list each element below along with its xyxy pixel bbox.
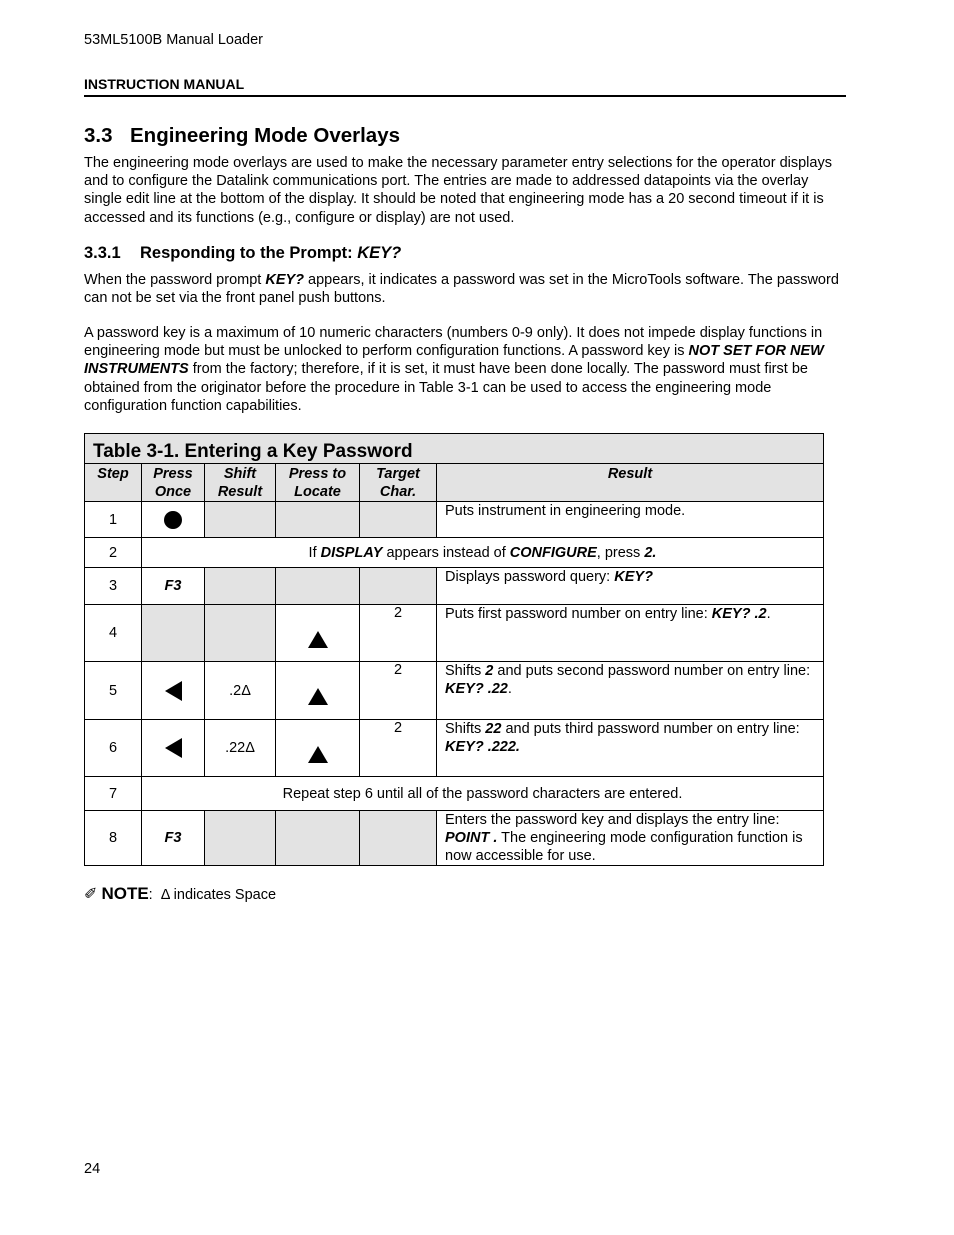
press-to-locate-cell xyxy=(276,502,360,538)
step-cell: 1 xyxy=(85,502,142,538)
section-title: Engineering Mode Overlays xyxy=(130,124,400,147)
filled-circle-icon xyxy=(164,511,182,529)
press-once-cell: F3 xyxy=(142,811,205,866)
password-key-paragraph xyxy=(84,324,844,415)
press-to-locate-cell xyxy=(276,568,360,605)
note xyxy=(84,884,276,904)
step-cell: 3 xyxy=(85,568,142,605)
header-shift-result: Shift Result xyxy=(205,464,276,502)
up-arrow-icon xyxy=(308,631,328,648)
press-once-cell: F3 xyxy=(142,568,205,605)
step-cell: 7 xyxy=(85,777,142,811)
header-target-char: Target Char. xyxy=(360,464,437,502)
table-row xyxy=(85,777,824,811)
press-once-cell xyxy=(142,502,205,538)
press-once-cell xyxy=(142,605,205,662)
table-row xyxy=(85,538,824,568)
target-char-cell: 2 xyxy=(360,662,437,720)
result-cell: Enters the password key and displays the entry line: POINT . The engineering mode configuration function is now accessible for use. xyxy=(437,811,824,866)
header-divider xyxy=(84,95,846,97)
shift-result-cell xyxy=(205,811,276,866)
step-cell: 2 xyxy=(85,538,142,568)
note-text: Δ indicates Space xyxy=(160,887,277,903)
up-arrow-icon xyxy=(308,746,328,763)
subsection-number: 3.3.1 xyxy=(84,244,121,262)
page-number: 24 xyxy=(84,1161,101,1177)
document-title: 53ML5100B Manual Loader xyxy=(84,32,263,48)
p2-text-b: from the factory; therefore, if it is set, it must have been done locally. The password must first be obtained from the originator before the procedure in Table 3-1 can be used to access the engineering mode configuration function capabilities. xyxy=(84,361,808,414)
header-step: Step xyxy=(85,464,142,502)
shift-result-cell xyxy=(205,605,276,662)
step-cell: 4 xyxy=(85,605,142,662)
press-once-cell xyxy=(142,720,205,777)
table-row xyxy=(85,605,824,662)
p1-key: KEY? xyxy=(265,272,305,288)
table-row xyxy=(85,811,824,866)
press-to-locate-cell xyxy=(276,662,360,720)
target-char-cell xyxy=(360,502,437,538)
shift-result-cell: .2Δ xyxy=(205,662,276,720)
target-char-cell xyxy=(360,811,437,866)
left-arrow-icon xyxy=(165,738,182,758)
press-to-locate-cell xyxy=(276,811,360,866)
step-cell: 6 xyxy=(85,720,142,777)
table-row xyxy=(85,502,824,538)
press-to-locate-cell xyxy=(276,605,360,662)
up-arrow-icon xyxy=(308,688,328,705)
section-heading xyxy=(84,124,400,148)
note-label: NOTE xyxy=(101,884,149,903)
section-intro-paragraph: The engineering mode overlays are used to make the necessary parameter entry selections for the operator displays and to configure the Datalink communications port. The entries are made to addressed datapoints via the overlay single edit line at the bottom of the display. It should be noted that engineering mode has a 20 second timeout if it is accessed and its functions (e.g., configure or display) are not used. xyxy=(84,155,832,226)
result-cell: Shifts 22 and puts third password number on entry line: KEY? .222. xyxy=(437,720,824,777)
header-press-once: Press Once xyxy=(142,464,205,502)
target-char-cell: 2 xyxy=(360,605,437,662)
p2-text-a: A password key is a maximum of 10 numeric characters (numbers 0-9 only). It does not impede display functions in engineering mode but must be unlocked to perform configuration functions. A password key is xyxy=(84,325,823,360)
table-row xyxy=(85,662,824,720)
p2-bold: NOT SET FOR NEW INSTRUMENTS xyxy=(84,343,824,378)
subsection-heading xyxy=(84,244,401,263)
result-cell: Puts first password number on entry line: KEY? .2. xyxy=(437,605,824,662)
spanning-instruction-cell: Repeat step 6 until all of the password characters are entered. xyxy=(142,777,824,811)
shift-result-cell xyxy=(205,568,276,605)
step-cell: 5 xyxy=(85,662,142,720)
subsection-title-prefix: Responding to the Prompt: xyxy=(140,244,358,262)
section-number: 3.3 xyxy=(84,124,113,147)
note-colon: : xyxy=(148,887,153,903)
table-title: Table 3-1. Entering a Key Password xyxy=(85,434,824,464)
target-char-cell: 2 xyxy=(360,720,437,777)
shift-result-cell: .22Δ xyxy=(205,720,276,777)
header-result: Result xyxy=(437,464,824,502)
p1-text-b: appears, it indicates a password was set in the MicroTools software. The password can not be set via the front panel push buttons. xyxy=(84,272,839,307)
result-cell: Puts instrument in engineering mode. xyxy=(437,502,824,538)
subsection-title-key: KEY? xyxy=(357,244,402,262)
p1-text-a: When the password prompt xyxy=(84,272,266,288)
spanning-instruction-cell: If DISPLAY appears instead of CONFIGURE, press 2. xyxy=(142,538,824,568)
table-header-row xyxy=(85,464,824,502)
table-row xyxy=(85,568,824,605)
result-cell: Shifts 2 and puts second password number on entry line: KEY? .22. xyxy=(437,662,824,720)
step-cell: 8 xyxy=(85,811,142,866)
target-char-cell xyxy=(360,568,437,605)
pencil-icon: ✐ xyxy=(84,886,98,903)
manual-type-heading: INSTRUCTION MANUAL xyxy=(84,76,245,92)
result-cell: Displays password query: KEY? xyxy=(437,568,824,605)
shift-result-cell xyxy=(205,502,276,538)
press-once-cell xyxy=(142,662,205,720)
password-prompt-paragraph xyxy=(84,271,844,307)
left-arrow-icon xyxy=(165,681,182,701)
header-press-to-locate: Press to Locate xyxy=(276,464,360,502)
press-to-locate-cell xyxy=(276,720,360,777)
table-row xyxy=(85,720,824,777)
key-password-table xyxy=(84,433,824,866)
